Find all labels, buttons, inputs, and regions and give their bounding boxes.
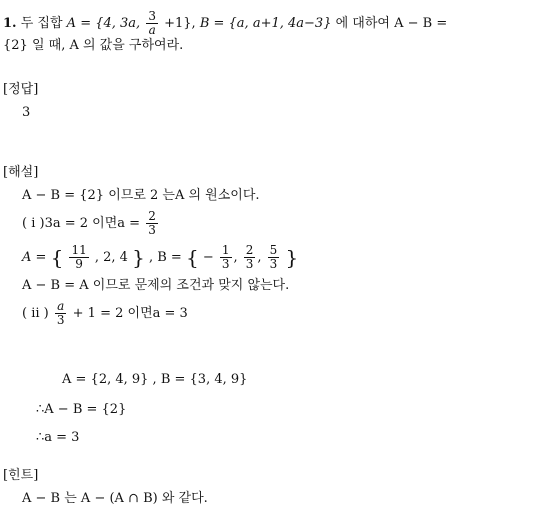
therefore-1: ∴A − B = {2} <box>36 402 127 417</box>
left-brace: { <box>50 245 64 270</box>
right-brace: } <box>285 245 299 270</box>
solution-condition: A − B = A 이므로 문제의 조건과 맞지 않는다. <box>22 278 290 293</box>
question-number: 1. <box>3 16 17 31</box>
case-2-rest: + 1 = 2 이면a = 3 <box>72 306 188 321</box>
answer-header: [정답] <box>3 82 39 97</box>
fraction-denominator: 9 <box>75 257 83 271</box>
b1-fraction-1 <box>220 244 232 271</box>
minus-sign: − <box>202 250 214 265</box>
solution-sets-1: A = { $\frac{11}{9}$ , 2, 4 } , B = { − $\frac{1}{3}$ , $\frac{2}{3}$ , $\frac{5}{3}$ } <box>22 243 299 271</box>
fraction-numerator: 1 <box>221 243 230 257</box>
question-intro: 두 집합 <box>20 16 63 31</box>
case-2-fraction <box>55 300 67 327</box>
hint-text: A − B 는 A − (A ∩ B) 와 같다. <box>22 491 208 506</box>
b1-fraction-3 <box>268 244 280 271</box>
fraction-denominator: 3 <box>148 223 156 237</box>
fraction-numerator: 5 <box>269 243 278 257</box>
question-condition: 에 대하여 A − B = <box>335 16 448 31</box>
solution-sets-2: A = {2, 4, 9} , B = {3, 4, 9} <box>62 372 248 387</box>
a1-fraction <box>69 244 88 271</box>
question-line-1 <box>3 10 447 37</box>
fraction-denominator: 3 <box>221 257 230 271</box>
case-1-fraction <box>146 210 158 237</box>
fraction-denominator: 3 <box>245 257 254 271</box>
left-brace: { <box>185 245 199 270</box>
solution-case-2 <box>22 300 188 327</box>
a1-rest: , 2, 4 <box>94 250 128 265</box>
b1-fraction-2 <box>244 244 256 271</box>
set-a-prefix: A = {4, 3a, <box>66 16 141 31</box>
set-b: B = {a, a+1, 4a−3} <box>199 16 332 31</box>
set-a-suffix: +1}, <box>164 16 196 31</box>
question-line-2: {2} 일 때, A 의 값을 구하여라. <box>3 38 184 53</box>
fraction-denominator: 3 <box>269 257 278 271</box>
set-a1-label: A = <box>22 250 47 265</box>
fraction-numerator: 2 <box>245 243 254 257</box>
solution-line-1: A − B = {2} 이므로 2 는A 의 원소이다. <box>22 188 260 203</box>
fraction-numerator: 2 <box>148 209 156 223</box>
fraction-numerator: 3 <box>148 9 156 23</box>
fraction-numerator: 11 <box>71 243 87 257</box>
solution-case-1 <box>22 210 160 237</box>
set-a-fraction <box>146 10 158 37</box>
fraction-numerator: a <box>57 299 65 313</box>
case-2-label: ( ⅱ ) <box>22 306 49 321</box>
therefore-2: ∴a = 3 <box>36 430 80 445</box>
answer-value: 3 <box>22 105 31 120</box>
case-1-text: ( ⅰ )3a = 2 이면a = <box>22 216 141 231</box>
fraction-denominator: 3 <box>56 313 65 327</box>
hint-header: [힌트] <box>3 468 39 483</box>
set-b1-label: , B = <box>148 250 182 265</box>
solution-header: [해설] <box>3 165 39 180</box>
right-brace: } <box>132 245 145 270</box>
fraction-denominator: a <box>148 23 156 37</box>
